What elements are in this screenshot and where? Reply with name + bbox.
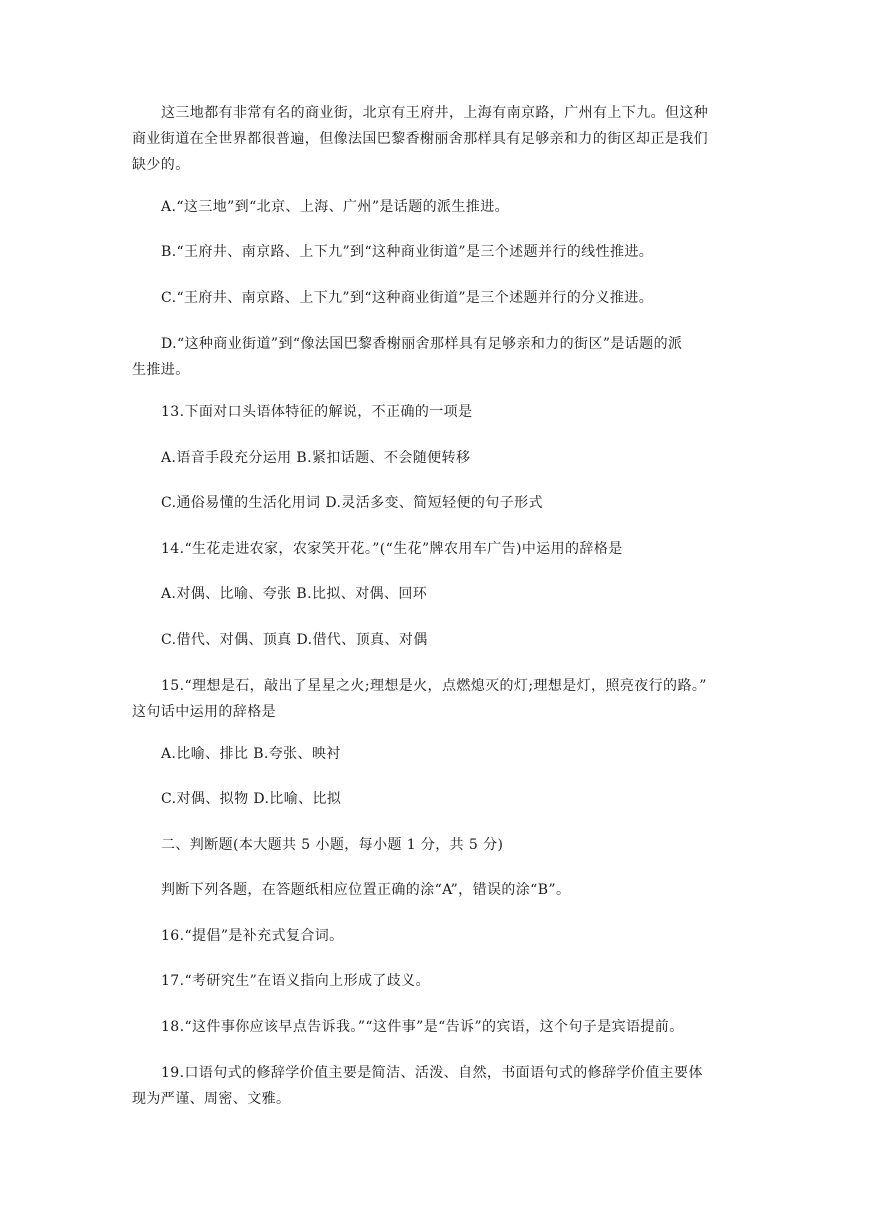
question-14 (161, 536, 741, 562)
q12-option-d (132, 331, 741, 383)
question-14-text: 14.“生花走进农家，农家笑开花。”(“生花”牌农用车广告)中运用的辞格是 (161, 541, 623, 557)
question-18 (161, 1014, 741, 1040)
q15-options-ab (161, 741, 741, 767)
question-16 (161, 923, 741, 949)
q12-option-b (161, 239, 741, 265)
question-13-text: 13.下面对口头语体特征的解说，不正确的一项是 (161, 404, 473, 420)
q14-options-cd (161, 627, 741, 653)
question-15-line-2: 这句话中运用的辞格是 (132, 704, 276, 720)
passage-paragraph (132, 100, 741, 178)
question-13 (161, 399, 741, 425)
q12-option-b-text: B.“王府井、南京路、上下九”到“这种商业街道”是三个述题并行的线性推进。 (161, 244, 654, 260)
question-17 (161, 968, 741, 994)
q13-options-ab (161, 445, 741, 471)
q14-options-cd-text: C.借代、对偶、顶真 D.借代、顶真、对偶 (161, 632, 428, 648)
question-19-line-2: 现为严谨、周密、文雅。 (132, 1091, 291, 1107)
passage-line-2: 商业街道在全世界都很普遍，但像法国巴黎香榭丽舍那样具有足够亲和力的街区却正是我们 (132, 131, 708, 147)
question-19 (132, 1060, 741, 1112)
section-2-title-text: 二、判断题(本大题共 5 小题，每小题 1 分，共 5 分) (161, 837, 504, 853)
passage-line-3: 缺少的。 (132, 157, 190, 173)
q12-option-a-text: A.“这三地”到“北京、上海、广州”是话题的派生推进。 (161, 199, 509, 215)
q14-options-ab-text: A.对偶、比喻、夸张 B.比拟、对偶、回环 (161, 586, 428, 602)
q13-options-cd-text: C.通俗易懂的生活化用词 D.灵活多变、简短轻便的句子形式 (161, 495, 543, 511)
q12-option-d-line-1: D.“这种商业街道”到“像法国巴黎香榭丽舍那样具有足够亲和力的街区”是话题的派 (161, 336, 683, 352)
q12-option-c (161, 285, 741, 311)
q13-options-cd (161, 490, 741, 516)
section-2-instructions (161, 877, 741, 903)
question-18-text: 18.“这件事你应该早点告诉我。”“这件事”是“告诉”的宾语，这个句子是宾语提前。 (161, 1019, 684, 1035)
q15-options-cd (161, 786, 741, 812)
q15-options-ab-text: A.比喻、排比 B.夸张、映衬 (161, 746, 341, 762)
question-15-line-1: 15.“理想是石，敲出了星星之火;理想是火，点燃熄灭的灯;理想是灯，照亮夜行的路。” (161, 678, 707, 694)
q14-options-ab (161, 581, 741, 607)
passage-line-1: 这三地都有非常有名的商业街，北京有王府井，上海有南京路，广州有上下九。但这种 (161, 105, 709, 121)
q12-option-c-text: C.“王府井、南京路、上下九”到“这种商业街道”是三个述题并行的分义推进。 (161, 290, 654, 306)
section-2-instructions-text: 判断下列各题，在答题纸相应位置正确的涂“A”，错误的涂“B”。 (161, 882, 571, 898)
question-17-text: 17.“考研究生”在语义指向上形成了歧义。 (161, 973, 430, 989)
question-15 (132, 673, 741, 725)
q12-option-a (161, 194, 741, 220)
section-2-title (161, 832, 741, 858)
q15-options-cd-text: C.对偶、拟物 D.比喻、比拟 (161, 791, 342, 807)
question-16-text: 16.“提倡”是补充式复合词。 (161, 928, 344, 944)
q13-options-ab-text: A.语音手段充分运用 B.紧扣话题、不会随便转移 (161, 450, 471, 466)
question-19-line-1: 19.口语句式的修辞学价值主要是简洁、活泼、自然，书面语句式的修辞学价值主要体 (161, 1065, 703, 1081)
q12-option-d-line-2: 生推进。 (132, 362, 190, 378)
